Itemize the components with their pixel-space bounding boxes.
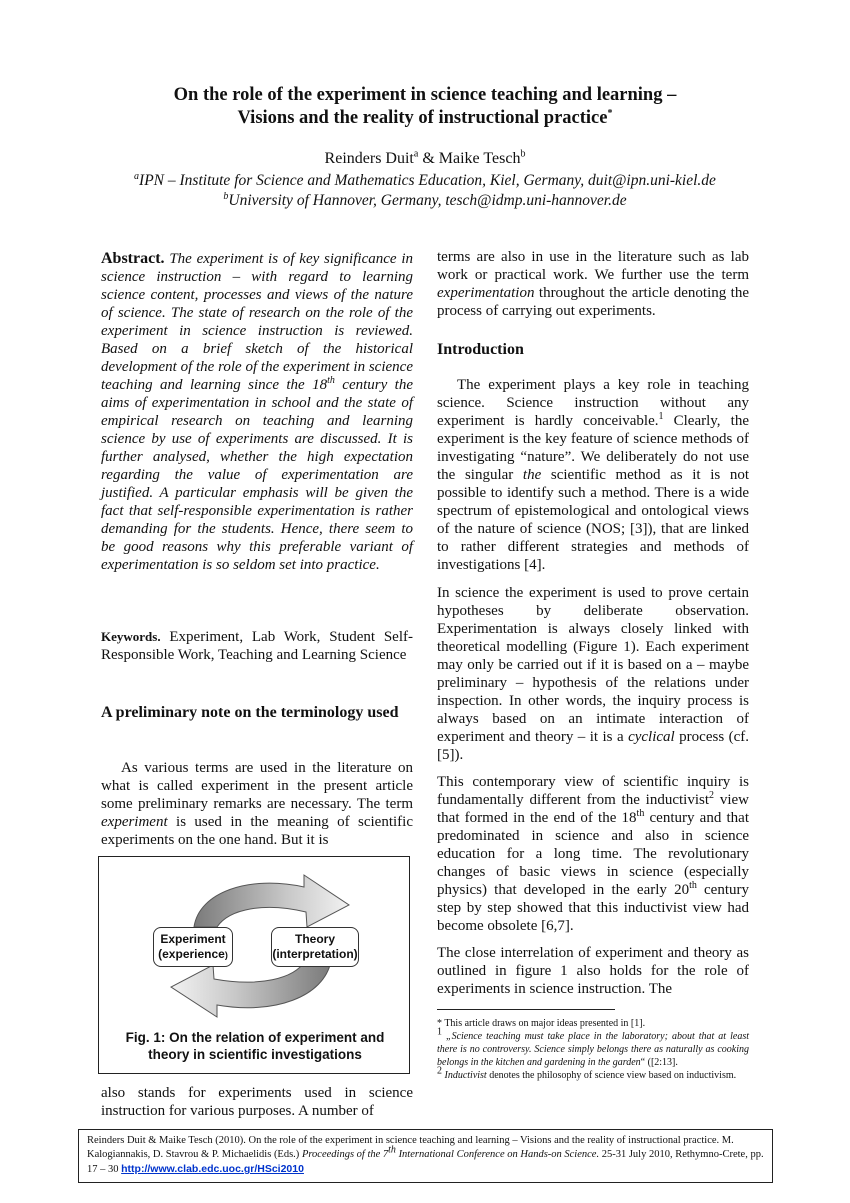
title-footnote-mark: *: [607, 107, 613, 119]
affiliation-b: $^b$University of Hannover, Germany, tesch@idmp.uni-hannover.de: [223, 190, 627, 209]
figure-1: [98, 856, 410, 1074]
footnote-1: $^1$ „Science teaching must take place in the laboratory; about that at least there is no controversy. Science simply belongs there as naturally as cooking belongs in the kitchen and gardening in the garden“ ([2:13].: [437, 1026, 749, 1068]
cycle-arrows-diagram: [99, 857, 411, 1027]
section-heading-introduction: Introduction: [437, 341, 524, 358]
footnotes: [437, 1017, 749, 1082]
figure-caption: Fig. 1: On the relation of experiment and theory in scientific investigations: [125, 1030, 385, 1062]
terminology-paragraph-cont: also stands for experiments used in science instruction for various purposes. A number of: [101, 1085, 413, 1119]
intro-paragraph-1: The experiment plays a key role in teaching science. Science instruction without any experiment is hardly conceivable.$^1$ Clearly, the experiment is the key feature of science methods of investigating “nature”. We deliberately do not use the singular the scientific method as it is not possible to identify such a method. There is a wide spectrum of epistemological and ontological views of the nature of science (NOS; [3]), that are linked to rather different strategies and methods of investigations [4].: [437, 377, 749, 573]
affiliation-a: $^a$IPN – Institute for Science and Mathematics Education, Kiel, Germany, duit@ipn.uni-kiel.de: [134, 170, 716, 189]
intro-paragraph-2: In science the experiment is used to prove certain hypotheses by deliberate observation. Experimentation is always closely linked with theoretical modelling (Figure 1). Each experiment may only be carried out if it is based on a – maybe preliminary – hypothesis of the relations under inspection. In other words, the inquiry process is always based on an intimate interaction of experiment and theory – it is a cyclical process (cf. [5]).: [437, 585, 749, 763]
intro-paragraph-4: The close interrelation of experiment and theory as outlined in figure 1 also holds for the role of experiments in science instruction. The: [437, 945, 749, 997]
author-duit: Reinders Duit: [324, 150, 414, 167]
author-tesch: Maike Tesch: [438, 150, 521, 167]
keywords: Keywords. Experiment, Lab Work, Student Self-Responsible Work, Teaching and Learning Science: [101, 629, 413, 663]
node-theory: Theory (interpretation): [271, 927, 359, 967]
paper-title: [0, 84, 850, 130]
terminology-paragraph: As various terms are used in the literature on what is called experiment in the present article some preliminary remarks are necessary. The term experiment is used in the meaning of scientific experiments on the one hand. But it is: [101, 760, 413, 848]
citation-footer: Reinders Duit & Maike Tesch (2010). On the role of the experiment in science teaching and learning – Visions and the reality of instructional practice. M. Kalogiannakis, D. Stavrou & P. Michaelidis (Eds.) Proceedings of the 7th International Conference on Hands-on Science. 25-31 July 2010, Rethymno-Crete, pp. 17 – 30 http://www.clab.edc.uoc.gr/HSci2010: [78, 1129, 773, 1183]
keywords-label: Keywords.: [101, 629, 161, 644]
node-experiment: Experiment (experience): [153, 927, 233, 967]
terminology-paragraph-right: terms are also in use in the literature such as lab work or practical work. We further use the term experimentation throughout the article denoting the process of carrying out experiments.: [437, 249, 749, 319]
upper-arrow: [194, 875, 349, 927]
conference-link[interactable]: http://www.clab.edc.uoc.gr/HSci2010: [121, 1163, 304, 1175]
footnote-2: $^2$ Inductivist denotes the philosophy of science view based on inductivism.: [437, 1065, 737, 1081]
section-heading-terminology: A preliminary note on the terminology used: [101, 704, 399, 721]
footnote-rule: [437, 1009, 615, 1010]
intro-paragraph-3: This contemporary view of scientific inquiry is fundamentally different from the inductivist$^2$ view that formed in the end of the 18th century and that predominated in science and also in science education for a long time. The revolutionary changes of basic views in science (especially physics) that developed in the early 20th century step by step showed that this inductivist view had become obsolete [6,7].: [437, 774, 749, 934]
title-line-1: On the role of the experiment in science teaching and learning –: [173, 85, 677, 105]
footnote-star: * This article draws on major ideas presented in [1].: [437, 1018, 646, 1029]
title-line-2: Visions and the reality of instructional practice*: [237, 107, 613, 128]
abstract-label: Abstract.: [101, 250, 165, 267]
abstract: Abstract. The experiment is of key significance in science instruction – with regard to learning science content, processes and views of the nature of science. The state of research on the role of the experiment in science instruction is reviewed. Based on a brief sketch of the historical development of the role of the experiment in science teaching and learning since the 18th century the aims of experimentation in school and the state of empirical research on teaching and learning science by use of experiments are discussed. It is further analysed, whether the high expectation regarding the value of experimentation are justified. A particular emphasis will be given the fact that self-responsible experimentation is rather demanding for the students. Hence, there seem to be good reasons why this preferable variant of experimentation is so seldom set into practice.: [101, 250, 413, 573]
lower-arrow: [171, 961, 331, 1017]
authors: Reinders Duit$^a$ & Maike Tesch$^b$: [324, 148, 526, 167]
